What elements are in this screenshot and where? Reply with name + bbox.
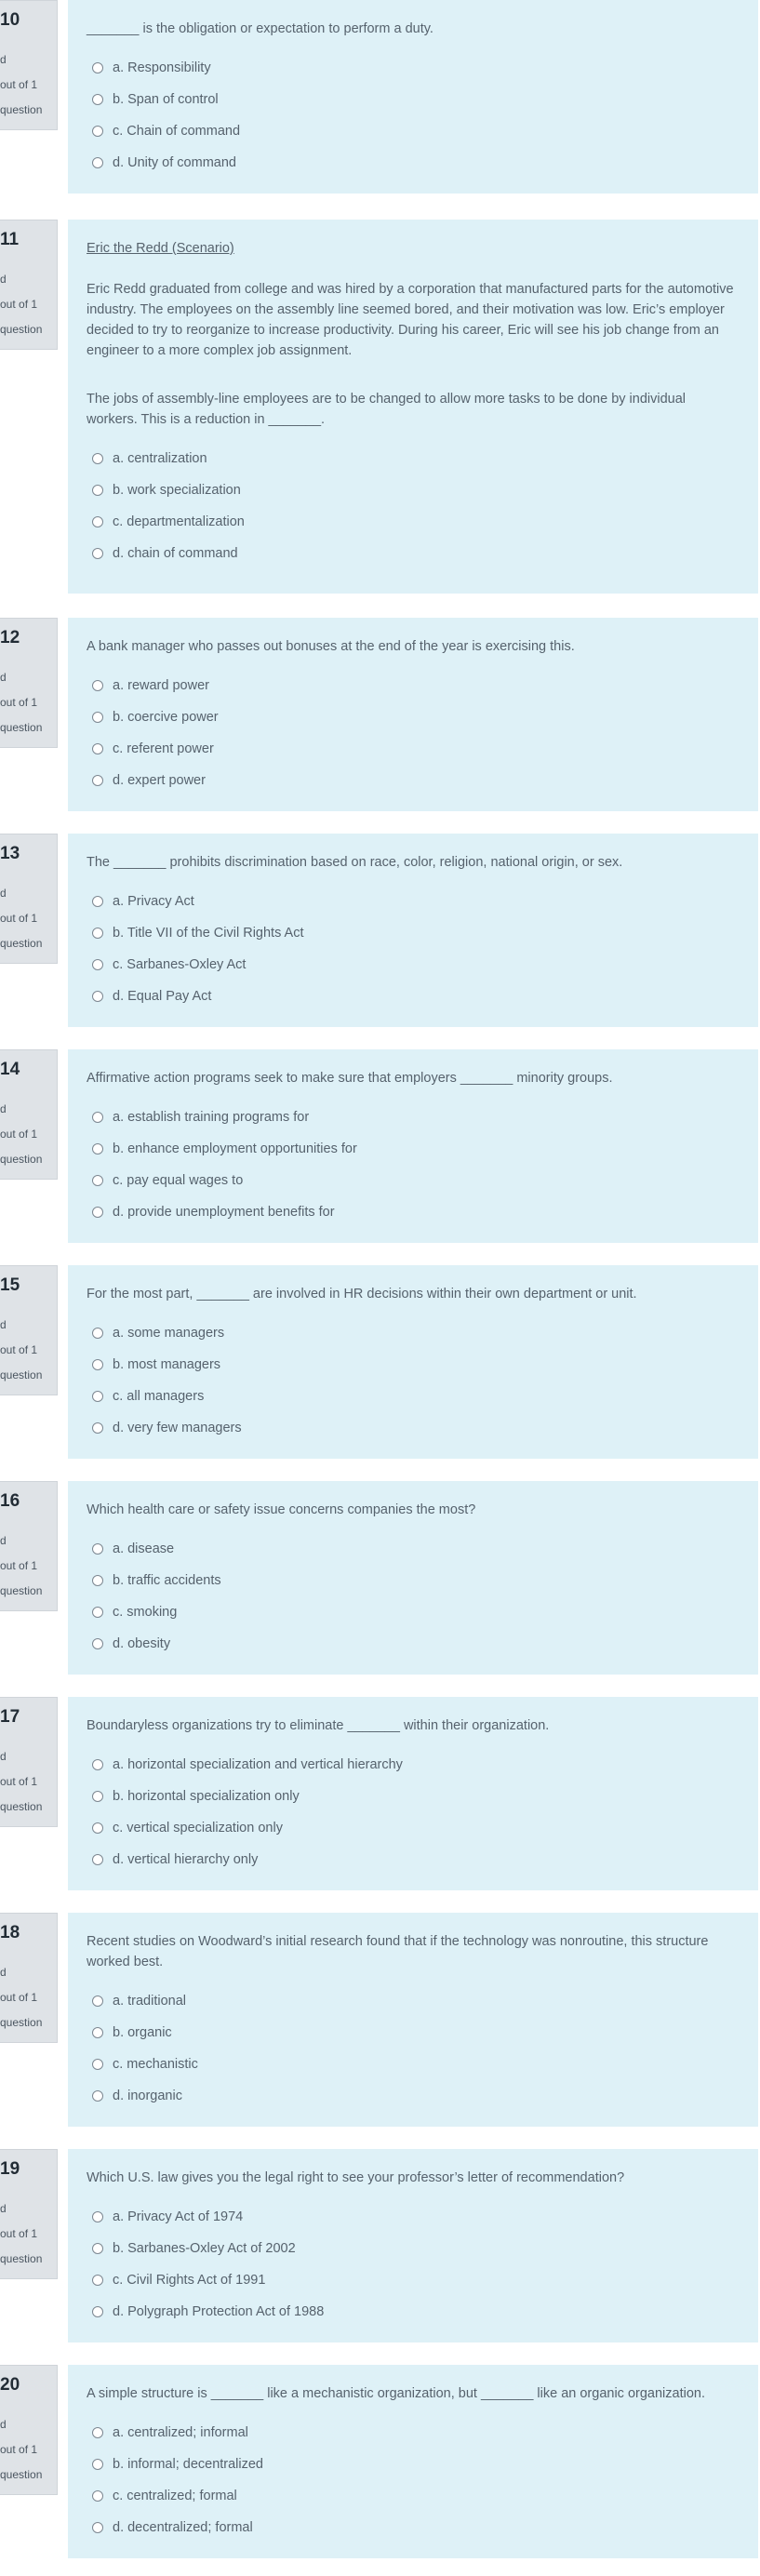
- radio-button[interactable]: [92, 1175, 103, 1186]
- question-info: [0, 0, 58, 130]
- answer-option-d[interactable]: d. inorganic: [87, 2080, 740, 2112]
- answer-option-d[interactable]: d. Unity of command: [87, 147, 740, 179]
- radio-button[interactable]: [92, 2522, 103, 2533]
- question-number: 12: [0, 628, 20, 647]
- question-content: [68, 1481, 758, 1675]
- question-text: Boundaryless organizations try to eliminate _______ within their organization.: [87, 1718, 550, 1733]
- answer-option-a[interactable]: a. horizontal specialization and vertical hierarchy: [87, 1749, 740, 1781]
- answer-option-b[interactable]: b. traffic accidents: [87, 1565, 740, 1596]
- question-content: [68, 1913, 758, 2127]
- radio-button[interactable]: [92, 1543, 103, 1555]
- answer-option-d[interactable]: d. chain of command: [87, 538, 740, 569]
- question-marks: out of 1: [0, 696, 38, 709]
- question-number: 18: [0, 1923, 20, 1942]
- question-number: 20: [0, 2375, 20, 2395]
- answer-option-a[interactable]: a. Privacy Act of 1974: [87, 2201, 740, 2233]
- answer-option-b[interactable]: b. Sarbanes-Oxley Act of 2002: [87, 2233, 740, 2264]
- radio-button[interactable]: [92, 1995, 103, 2007]
- answer-option-c[interactable]: c. departmentalization: [87, 506, 740, 538]
- radio-button[interactable]: [92, 126, 103, 137]
- answer-option-d[interactable]: d. obesity: [87, 1628, 740, 1660]
- radio-button[interactable]: [92, 743, 103, 754]
- flag-question[interactable]: question: [0, 2252, 43, 2265]
- radio-button[interactable]: [92, 548, 103, 559]
- flag-question[interactable]: question: [0, 937, 43, 950]
- answer-option-a[interactable]: a. Responsibility: [87, 52, 740, 84]
- question-text: For the most part, _______ are involved in HR decisions within their own department or unit.: [87, 1287, 637, 1301]
- radio-button[interactable]: [92, 1143, 103, 1155]
- question-status: d: [0, 1102, 7, 1115]
- answer-option-a[interactable]: a. centralized; informal: [87, 2417, 740, 2449]
- question-status: d: [0, 2418, 7, 2431]
- question-text: Recent studies on Woodward’s initial research found that if the technology was nonroutine, this structure worked best.: [87, 1934, 709, 1969]
- question-marks: out of 1: [0, 1559, 38, 1572]
- question-status: d: [0, 887, 7, 900]
- question-info: [0, 2149, 58, 2279]
- radio-button[interactable]: [92, 775, 103, 786]
- question-marks: out of 1: [0, 78, 38, 91]
- question-info: [0, 1265, 58, 1395]
- flag-question[interactable]: question: [0, 2016, 43, 2029]
- question-status: d: [0, 1318, 7, 1331]
- question-info: [0, 834, 58, 964]
- answer-option-c[interactable]: c. pay equal wages to: [87, 1165, 740, 1196]
- question-status: d: [0, 53, 7, 66]
- answer-option-b[interactable]: b. enhance employment opportunities for: [87, 1133, 740, 1165]
- question-content: [68, 0, 758, 194]
- radio-button[interactable]: [92, 2090, 103, 2102]
- radio-button[interactable]: [92, 959, 103, 970]
- answer-option-a[interactable]: a. traditional: [87, 1985, 740, 2017]
- radio-button[interactable]: [92, 2211, 103, 2222]
- radio-button[interactable]: [92, 1759, 103, 1770]
- question-text: The _______ prohibits discrimination based on race, color, religion, national origin, or sex.: [87, 855, 623, 870]
- question-text: Which U.S. law gives you the legal right to see your professor’s letter of recommendation?: [87, 2170, 625, 2185]
- question-info: [0, 1697, 58, 1827]
- answer-option-c[interactable]: c. Civil Rights Act of 1991: [87, 2264, 740, 2296]
- radio-button[interactable]: [92, 94, 103, 105]
- radio-button[interactable]: [92, 1422, 103, 1434]
- question-number: 19: [0, 2159, 20, 2179]
- flag-question[interactable]: question: [0, 1368, 43, 1381]
- radio-button[interactable]: [92, 157, 103, 168]
- answer-option-b[interactable]: b. most managers: [87, 1349, 740, 1381]
- answer-option-c[interactable]: c. all managers: [87, 1381, 740, 1412]
- answer-option-a[interactable]: a. Privacy Act: [87, 886, 740, 917]
- question-status: d: [0, 1534, 7, 1547]
- question-number: 14: [0, 1060, 20, 1079]
- radio-button[interactable]: [92, 1822, 103, 1834]
- flag-question[interactable]: question: [0, 1153, 43, 1166]
- radio-button[interactable]: [92, 2059, 103, 2070]
- answer-option-b[interactable]: b. horizontal specialization only: [87, 1781, 740, 1812]
- radio-button[interactable]: [92, 2459, 103, 2470]
- question-marks: out of 1: [0, 2227, 38, 2240]
- answer-option-b[interactable]: b. work specialization: [87, 474, 740, 506]
- answer-option-a[interactable]: a. disease: [87, 1533, 740, 1565]
- answer-option-c[interactable]: c. Sarbanes-Oxley Act: [87, 949, 740, 981]
- question-status: d: [0, 1966, 7, 1979]
- flag-question[interactable]: question: [0, 1584, 43, 1597]
- question-text: Affirmative action programs seek to make sure that employers _______ minority groups.: [87, 1071, 613, 1086]
- question-text: A simple structure is _______ like a mechanistic organization, but _______ like an organic organization.: [87, 2386, 705, 2401]
- question-marks: out of 1: [0, 1775, 38, 1788]
- answer-option-d[interactable]: d. Polygraph Protection Act of 1988: [87, 2296, 740, 2328]
- answer-option-b[interactable]: b. Span of control: [87, 84, 740, 115]
- question-number: 13: [0, 844, 20, 863]
- radio-button[interactable]: [92, 1638, 103, 1649]
- question-info: [0, 1481, 58, 1611]
- answer-option-d[interactable]: d. decentralized; formal: [87, 2512, 740, 2543]
- question-content: [68, 2365, 758, 2558]
- answer-option-d[interactable]: d. vertical hierarchy only: [87, 1844, 740, 1875]
- radio-button[interactable]: [92, 1791, 103, 1802]
- question-info: [0, 220, 58, 350]
- question-content: [68, 618, 758, 811]
- radio-button[interactable]: [92, 516, 103, 527]
- answer-option-d[interactable]: d. expert power: [87, 765, 740, 796]
- flag-question[interactable]: question: [0, 103, 43, 116]
- question-status: d: [0, 2202, 7, 2215]
- radio-button[interactable]: [92, 1575, 103, 1586]
- question-content: [68, 1265, 758, 1459]
- question-number: 15: [0, 1275, 20, 1295]
- answer-option-c[interactable]: c. mechanistic: [87, 2049, 740, 2080]
- question-content: [68, 834, 758, 1027]
- flag-question[interactable]: question: [0, 1800, 43, 1813]
- radio-button[interactable]: [92, 1607, 103, 1618]
- answer-option-a[interactable]: a. some managers: [87, 1317, 740, 1349]
- answer-option-a[interactable]: a. centralization: [87, 443, 740, 474]
- question-info: [0, 1049, 58, 1180]
- radio-button[interactable]: [92, 712, 103, 723]
- radio-button[interactable]: [92, 928, 103, 939]
- radio-button[interactable]: [92, 62, 103, 73]
- question-status: d: [0, 1750, 7, 1763]
- question-text: _______ is the obligation or expectation to perform a duty.: [87, 21, 433, 36]
- flag-question[interactable]: question: [0, 323, 43, 336]
- question-marks: out of 1: [0, 298, 38, 311]
- question-content: [68, 1049, 758, 1243]
- radio-button[interactable]: [92, 1207, 103, 1218]
- answer-option-b[interactable]: b. coercive power: [87, 701, 740, 733]
- question-marks: out of 1: [0, 1343, 38, 1356]
- answer-option-d[interactable]: d. very few managers: [87, 1412, 740, 1444]
- answer-option-c[interactable]: c. centralized; formal: [87, 2480, 740, 2512]
- answer-option-c[interactable]: c. vertical specialization only: [87, 1812, 740, 1844]
- radio-button[interactable]: [92, 1328, 103, 1339]
- flag-question[interactable]: question: [0, 721, 43, 734]
- question-info: [0, 618, 58, 748]
- radio-button[interactable]: [92, 1854, 103, 1865]
- radio-button[interactable]: [92, 896, 103, 907]
- answer-option-b[interactable]: b. Title VII of the Civil Rights Act: [87, 917, 740, 949]
- flag-question[interactable]: question: [0, 2468, 43, 2481]
- radio-button[interactable]: [92, 2275, 103, 2286]
- question-marks: out of 1: [0, 1991, 38, 2004]
- question-number: 16: [0, 1491, 20, 1511]
- question-info: [0, 2365, 58, 2495]
- radio-button[interactable]: [92, 485, 103, 496]
- answer-option-c[interactable]: c. smoking: [87, 1596, 740, 1628]
- question-text: A bank manager who passes out bonuses at the end of the year is exercising this.: [87, 639, 575, 654]
- question-info: [0, 1913, 58, 2043]
- question-marks: out of 1: [0, 912, 38, 925]
- question-text: Which health care or safety issue concerns companies the most?: [87, 1502, 476, 1517]
- answer-option-b[interactable]: b. informal; decentralized: [87, 2449, 740, 2480]
- answer-option-a[interactable]: a. reward power: [87, 670, 740, 701]
- radio-button[interactable]: [92, 1391, 103, 1402]
- scenario-text: Eric Redd graduated from college and was hired by a corporation that manufactured parts for the automotive industry. The employees on the assembly line seemed bored, and their motivation was low. Eric’s employer decided to try to reorganize to increase productivity. During his career, Eric will see his job change from an engineer to a more complex job assignment.: [87, 282, 734, 358]
- question-marks: out of 1: [0, 1128, 38, 1141]
- answer-option-b[interactable]: b. organic: [87, 2017, 740, 2049]
- question-marks: out of 1: [0, 2443, 38, 2456]
- radio-button[interactable]: [92, 2027, 103, 2038]
- scenario-title: Eric the Redd (Scenario): [87, 241, 234, 256]
- radio-button[interactable]: [92, 2306, 103, 2317]
- answer-option-c[interactable]: c. referent power: [87, 733, 740, 765]
- radio-button[interactable]: [92, 453, 103, 464]
- question-number: 10: [0, 10, 20, 30]
- question-number: 11: [0, 230, 20, 249]
- radio-button[interactable]: [92, 991, 103, 1002]
- radio-button[interactable]: [92, 2427, 103, 2438]
- radio-button[interactable]: [92, 2243, 103, 2254]
- question-status: d: [0, 273, 7, 286]
- question-content: [68, 2149, 758, 2342]
- question-number: 17: [0, 1707, 20, 1727]
- answer-option-c[interactable]: c. Chain of command: [87, 115, 740, 147]
- question-content: [68, 1697, 758, 1890]
- radio-button[interactable]: [92, 680, 103, 691]
- answer-option-d[interactable]: d. provide unemployment benefits for: [87, 1196, 740, 1228]
- radio-button[interactable]: [92, 2490, 103, 2502]
- answer-option-d[interactable]: d. Equal Pay Act: [87, 981, 740, 1012]
- answer-option-a[interactable]: a. establish training programs for: [87, 1101, 740, 1133]
- radio-button[interactable]: [92, 1359, 103, 1370]
- radio-button[interactable]: [92, 1112, 103, 1123]
- question-status: d: [0, 671, 7, 684]
- question-text: The jobs of assembly-line employees are to be changed to allow more tasks to be done by individual workers. This is a reduction in _______.: [87, 392, 687, 427]
- question-content: [68, 220, 758, 594]
